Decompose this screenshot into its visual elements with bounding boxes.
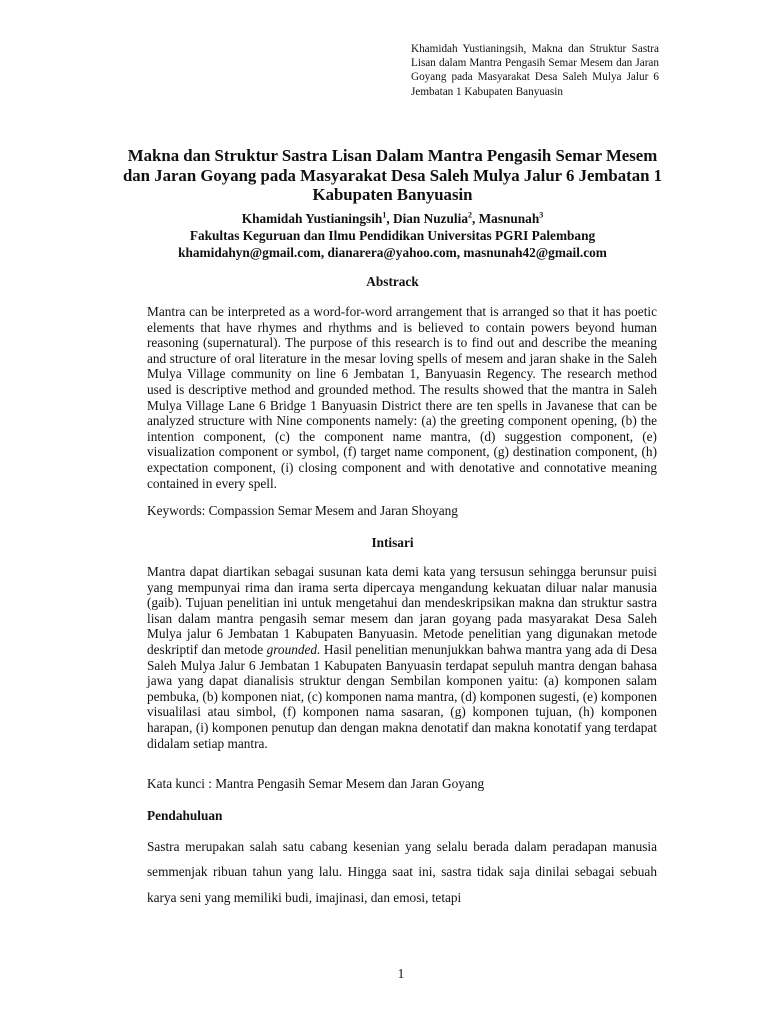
pendahuluan-text: Sastra merupakan salah satu cabang kesenian yang selalu berada dalam peradapan manusia semmenjak ribuan tahun yang lalu. Hingga saat ini, sastra tidak saja dinilai sebagai sebuah karya seni yang memiliki budi, imajinasi, dan emosi, tetapi xyxy=(147,839,657,905)
author-name: Masnunah xyxy=(478,211,540,226)
author-separator: , xyxy=(386,211,393,226)
page-number: 1 xyxy=(397,966,405,981)
intisari-text-part: Mantra dapat diartikan sebagai susunan kata demi kata yang tersusun sehingga berunsur puisi yang mempunyai rima dan irama serta dipercaya mengandung kekuatan diluar nalar manusia (gaib). Tujuan penelitian ini untuk mengetahui dan mendeskripsikan makna dan struktur sastra lisan dalam mantra pengasih semar mesem dan jaran goyang pada masyarakat Desa Saleh Mulya jalur 6 Jembatan 1 Kabupaten Banyuasin. Metode penelitian yang digunakan metode deskriptif dan metode xyxy=(147,564,657,657)
author-list xyxy=(120,210,665,227)
pendahuluan-heading: Pendahuluan xyxy=(147,808,223,823)
intisari-text xyxy=(147,564,657,751)
intisari-italic-term: grounded. xyxy=(266,641,321,657)
running-head: Khamidah Yustianingsih, Makna dan Struktur Sastra Lisan dalam Mantra Pengasih Semar Mesem dan Jaran Goyang pada Masyarakat Desa Saleh Mulya Jalur 6 Jembatan 1 Kabupaten Banyuasin xyxy=(411,43,659,98)
affiliation: Fakultas Keguruan dan Ilmu Pendidikan Universitas PGRI Palembang xyxy=(189,228,596,243)
intisari-keywords: Kata kunci : Mantra Pengasih Semar Mesem dan Jaran Goyang xyxy=(147,776,485,791)
author-affiliation-mark: 2 xyxy=(467,210,472,220)
author-name: Khamidah Yustianingsih xyxy=(241,211,383,226)
abstract-keywords: Keywords: Compassion Semar Mesem and Jaran Shoyang xyxy=(147,503,458,518)
abstract-heading: Abstrack xyxy=(366,274,419,289)
author-block xyxy=(120,210,665,261)
intisari-text-part: Hasil penelitian menunjukkan bahwa mantra yang ada di Desa Saleh Mulya Jalur 6 Jembatan 1 Kabupaten Banyuasin terdapat sepuluh mantra dengan bahasa jawa yang dapat dianalisis struktur dengan Sembilan komponen yaitu: (a) komponen salam pembuka, (b) komponen niat, (c) komponen nama mantra, (d) komponen sugesti, (e) komponen visualilasi atau simbol, (f) komponen nama sasaran, (g) komponen tujuan, (h) komponen harapan, (i) komponen penutup dan dengan makna denotatif dan makna konotatif yang terdapat didalam setiap mantra. xyxy=(147,641,657,751)
author-separator: , xyxy=(471,211,479,226)
author-affiliation-mark: 3 xyxy=(539,210,544,220)
author-emails: khamidahyn@gmail.com, dianarera@yahoo.com, masnunah42@gmail.com xyxy=(178,245,607,260)
author-affiliation-mark: 1 xyxy=(382,210,387,220)
author-name: Dian Nuzulia xyxy=(392,211,468,226)
paper-title: Makna dan Struktur Sastra Lisan Dalam Mantra Pengasih Semar Mesem dan Jaran Goyang pada Masyarakat Desa Saleh Mulya Jalur 6 Jembatan 1 Kabupaten Banyuasin xyxy=(122,146,663,204)
abstract-text: Mantra can be interpreted as a word-for-word arrangement that is arranged so that it has poetic elements that have rhymes and rhythms and is believed to contain powers beyond human reasoning (supernatural). The purpose of this research is to find out and describe the meaning and structure of oral literature in the mesar loving spells of mesem and jaran shake in the Saleh Mulya Village community on line 6 Jembatan 1, Banyuasin Regency. The research method used is descriptive method and grounded method. The results showed that the mantra in Saleh Mulya Village Lane 6 Bridge 1 Banyuasin District there are ten spells in Javanese that can be analyzed structure with Nine components namely: (a) the greeting component opening, (b) the intention component, (c) the component name mantra, (d) suggestion component, (e) visualization component or symbol, (f) target name component, (g) destination component, (h) expectation component, (i) closing component and with denotative and connotative meaning contained in every spell. xyxy=(147,304,657,491)
intisari-heading: Intisari xyxy=(371,535,414,550)
